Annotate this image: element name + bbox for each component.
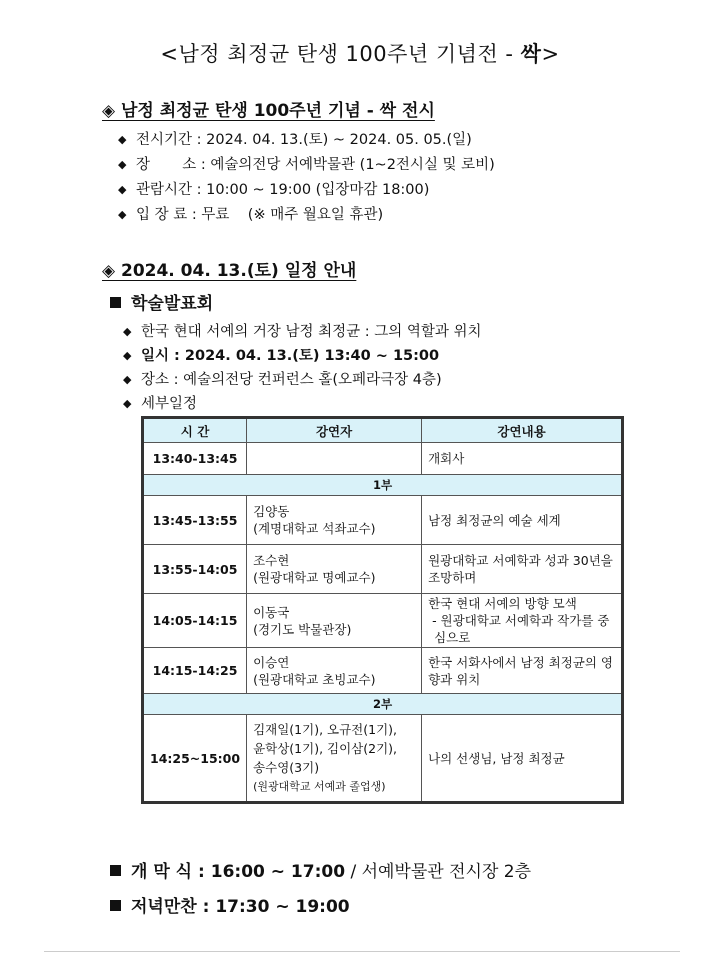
divider — [44, 951, 680, 952]
diamond-bullet-icon: ◆ — [123, 397, 132, 410]
list-item: ◆ 전시기간 : 2024. 04. 13.(토) ~ 2024. 05. 05.(일) — [118, 132, 472, 148]
list-item: ◆ 장 소 : 예술의전당 서예박물관 (1~2전시실 및 로비) — [118, 157, 495, 173]
table-row: 14:25~15:00 김재일(1기), 오규전(1기), 윤학상(1기), 김이삼(2기), 송수영(3기) (원광대학교 서예과 졸업생) 나의 선생님, 남정 최정균 — [143, 715, 623, 803]
diamond-bullet-icon: ◆ — [123, 349, 132, 362]
diamond-bullet-icon: ◆ — [118, 208, 127, 221]
diamond-bullet-icon: ◆ — [118, 133, 127, 146]
page-title: <남정 최정균 탄생 100주년 기념전 - 싹> — [160, 42, 560, 66]
list-item: ◆ 한국 현대 서예의 거장 남정 최정균 : 그의 역할과 위치 — [123, 324, 482, 340]
table-row: 13:40-13:45 개회사 — [143, 443, 623, 475]
sub-heading-symposium: 학술발표회 — [110, 289, 213, 314]
table-row: 13:45-13:55 김양동 (계명대학교 석좌교수) 남정 최정균의 예술 세계 — [143, 496, 623, 545]
square-bullet-icon — [110, 900, 121, 911]
part-row: 1부 — [143, 475, 623, 496]
diamond-bullet-icon: ◆ — [123, 373, 132, 386]
square-bullet-icon — [110, 865, 121, 876]
list-item: ◆ 관람시간 : 10:00 ~ 19:00 (입장마감 18:00) — [118, 182, 430, 198]
opening-ceremony: 개 막 식 : 16:00 ~ 17:00 / 서예박물관 전시장 2층 — [110, 857, 531, 882]
col-header-speaker: 강연자 — [247, 418, 422, 443]
square-bullet-icon — [110, 297, 121, 308]
diamond-bullet-icon: ◆ — [118, 183, 127, 196]
list-item: ◆ 장소 : 예술의전당 컨퍼런스 홀(오페라극장 4층) — [123, 372, 442, 388]
list-item: ◆ 일시 : 2024. 04. 13.(토) 13:40 ~ 15:00 — [123, 348, 440, 364]
section-heading-exhibition: ◈ 남정 최정균 탄생 100주년 기념 - 싹 전시 — [102, 101, 435, 121]
schedule-table — [141, 416, 624, 804]
table-row: 13:55-14:05 조수현 (원광대학교 명예교수) 원광대학교 서예학과 성과 30년을 조망하며 — [143, 545, 623, 594]
table-row: 14:05-14:15 이동국 (경기도 박물관장) 한국 현대 서예의 방향 모색 - 원광대학교 서예학과 작가를 중심으로 — [143, 594, 623, 648]
part-row: 2부 — [143, 694, 623, 715]
col-header-time: 시 간 — [143, 418, 247, 443]
table-header-row — [143, 418, 623, 443]
table-row: 14:15-14:25 이승연 (원광대학교 초빙교수) 한국 서화사에서 남정 최정균의 영향과 위치 — [143, 648, 623, 694]
diamond-bullet-icon: ◆ — [118, 158, 127, 171]
section-heading-schedule: ◈ 2024. 04. 13.(토) 일정 안내 — [102, 261, 357, 281]
diamond-bullet-icon: ◆ — [123, 325, 132, 338]
dinner: 저녁만찬 : 17:30 ~ 19:00 — [110, 892, 350, 917]
list-item: ◆ 입 장 료 : 무료 (※ 매주 월요일 휴관) — [118, 207, 384, 223]
col-header-content: 강연내용 — [422, 418, 623, 443]
list-item: ◆ 세부일정 — [123, 396, 198, 412]
